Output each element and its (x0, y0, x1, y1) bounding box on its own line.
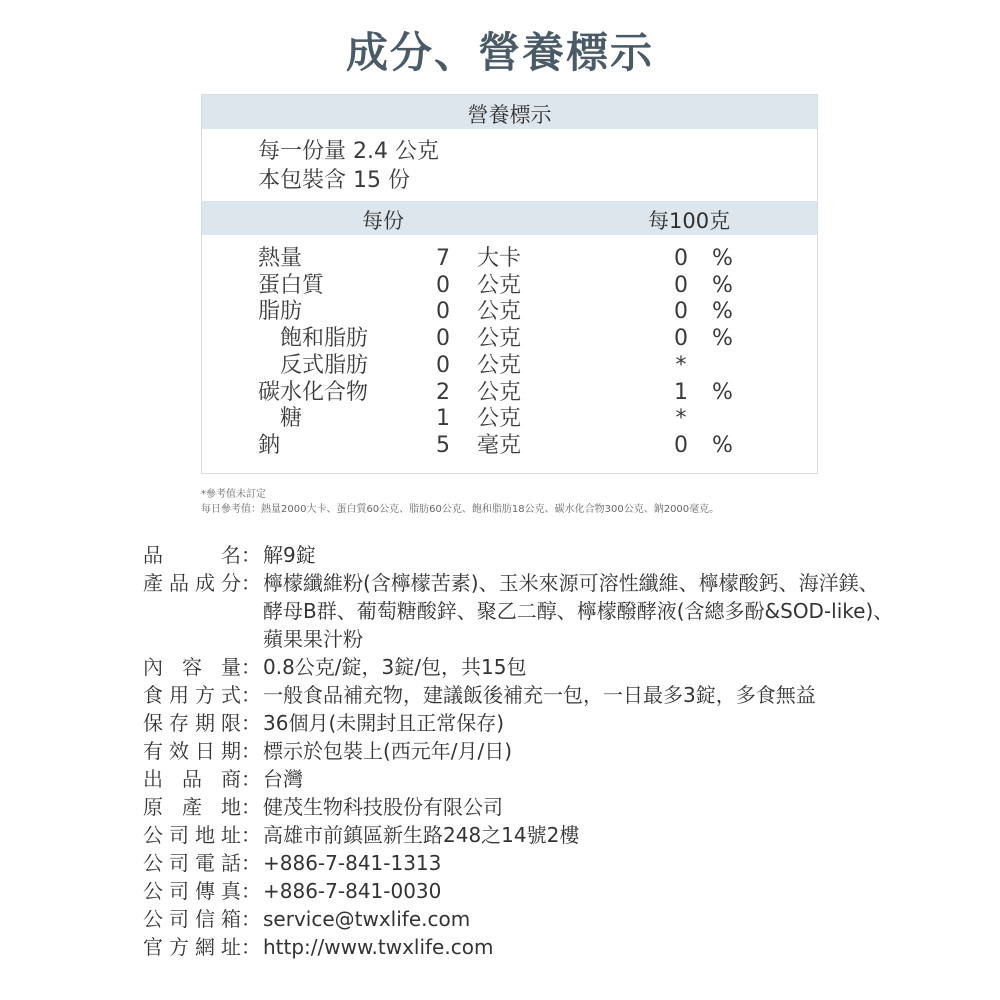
nutrition-row (202, 298, 817, 325)
col-per-serving: 每份 (362, 209, 404, 233)
nutrient-percent: 0 (674, 272, 688, 298)
nutrition-row (202, 245, 817, 272)
info-row (143, 681, 903, 709)
info-label: 公司電話 (143, 851, 241, 875)
nutrient-amount: 0 (436, 299, 450, 325)
info-label: 有效日期 (143, 739, 241, 763)
info-label: 公司地址 (143, 823, 241, 847)
nutrition-row (202, 272, 817, 299)
info-colon: ： (241, 935, 261, 959)
info-value (263, 681, 903, 709)
info-colon: ： (241, 879, 261, 903)
info-label: 公司傳真 (143, 879, 241, 903)
info-colon: ： (241, 571, 261, 595)
serving-info (258, 137, 439, 195)
servings-per-pack: 本包裝含 15 份 (258, 168, 410, 193)
nutrient-percent: 0 (674, 326, 688, 352)
info-row (143, 765, 903, 793)
nutrient-name: 飽和脂肪 (280, 326, 369, 352)
info-row (143, 653, 903, 681)
nutrient-name: 糖 (280, 406, 303, 432)
nutrient-percent: * (675, 352, 687, 378)
info-row (143, 933, 903, 961)
nutrient-name: 脂肪 (258, 299, 303, 325)
nutrient-percent-sign: % (712, 299, 733, 325)
nutrient-percent: 0 (674, 299, 688, 325)
info-colon: ： (241, 683, 261, 707)
info-value-line: +886-7-841-1313 (263, 851, 442, 875)
info-colon: ： (241, 767, 261, 791)
nutrient-percent: 1 (674, 379, 688, 405)
info-colon: ： (241, 823, 261, 847)
info-row (143, 709, 903, 737)
info-value-line: 健茂生物科技股份有限公司 (263, 795, 503, 819)
info-value-line: 蘋果果汁粉 (263, 627, 363, 651)
info-label: 食用方式 (143, 683, 241, 707)
nutrient-unit: 毫克 (477, 432, 522, 458)
nutrient-amount: 7 (436, 246, 450, 271)
nutrition-row (202, 325, 817, 352)
info-colon: ： (241, 711, 261, 735)
nutrient-unit: 公克 (477, 352, 522, 378)
nutrition-row (202, 352, 817, 379)
nutrition-header: 營養標示 (467, 103, 552, 127)
note-daily-reference: 每日參考值：熱量2000大卡、蛋白質60公克、脂肪60公克、飽和脂肪18公克、碳水化合物300公克、鈉2000毫克。 (201, 504, 720, 515)
note-undefined: *參考值未訂定 (201, 489, 266, 500)
info-value (263, 709, 903, 737)
nutrient-percent: 0 (674, 246, 688, 271)
serving-size: 每一份量 2.4 公克 (258, 139, 439, 164)
info-row (143, 849, 903, 877)
info-value-line: 標示於包裝上(西元年/月/日) (263, 739, 513, 763)
nutrition-row (202, 379, 817, 406)
info-value (263, 541, 903, 569)
info-colon: ： (241, 851, 261, 875)
nutrient-unit: 公克 (477, 299, 522, 325)
col-per-100g: 每100克 (648, 209, 731, 233)
info-row (143, 821, 903, 849)
info-value-line: 解9錠 (263, 543, 316, 567)
nutrient-name: 反式脂肪 (280, 352, 369, 378)
info-label: 保存期限 (143, 711, 241, 735)
nutrient-amount: 0 (436, 352, 450, 378)
info-value-line: http://www.twxlife.com (263, 935, 494, 959)
nutrient-amount: 1 (436, 406, 450, 432)
info-label: 出品商 (143, 767, 241, 791)
nutrient-percent-sign: % (712, 246, 733, 271)
info-value (263, 933, 903, 961)
nutrient-unit: 公克 (477, 326, 522, 352)
info-value-line: 0.8公克/錠，3錠/包，共15包 (263, 655, 527, 679)
nutrient-unit: 大卡 (477, 246, 522, 271)
info-value-line: service@twxlife.com (263, 907, 471, 931)
info-colon: ： (241, 739, 261, 763)
info-value (263, 877, 903, 905)
nutrient-percent-sign: % (712, 326, 733, 352)
page-title: 成分、營養標示 (345, 28, 654, 77)
info-row (143, 541, 903, 569)
nutrient-amount: 2 (436, 379, 450, 405)
info-label: 產品成分 (143, 571, 241, 595)
info-label: 原產地 (143, 795, 241, 819)
nutrient-percent-sign: % (712, 379, 733, 405)
nutrition-header-bar (202, 95, 817, 129)
nutrition-table (201, 94, 818, 474)
info-colon: ： (241, 655, 261, 679)
info-row (143, 569, 903, 653)
info-colon: ： (241, 907, 261, 931)
info-value (263, 765, 903, 793)
info-value-line: 一般食品補充物，建議飯後補充一包，一日最多3錠，多食無益 (263, 683, 816, 707)
info-value (263, 905, 903, 933)
info-value-line: 高雄市前鎮區新生路248之14號2樓 (263, 823, 580, 847)
nutrient-percent-sign: % (712, 432, 733, 458)
nutrient-amount: 0 (436, 272, 450, 298)
info-value (263, 821, 903, 849)
nutrient-name: 熱量 (258, 246, 303, 271)
nutrient-name: 鈉 (258, 432, 281, 458)
nutrient-name: 蛋白質 (258, 272, 325, 298)
product-info-list (143, 541, 903, 961)
info-row (143, 793, 903, 821)
info-value (263, 849, 903, 877)
info-value (263, 793, 903, 821)
nutrient-unit: 公克 (477, 406, 522, 432)
info-label: 官方網址 (143, 935, 241, 959)
info-value-line: 檸檬纖維粉(含檸檬苦素)、玉米來源可溶性纖維、檸檬酸鈣、海洋鎂、 (263, 571, 879, 595)
info-label: 公司信箱 (143, 907, 241, 931)
info-colon: ： (241, 795, 261, 819)
info-label: 內容量 (143, 655, 241, 679)
info-row (143, 877, 903, 905)
info-value-line: 36個月(未開封且正常保存) (263, 711, 505, 735)
nutrient-amount: 5 (436, 432, 450, 458)
info-value (263, 737, 903, 765)
info-value (263, 653, 903, 681)
nutrient-percent-sign: % (712, 272, 733, 298)
nutrient-unit: 公克 (477, 272, 522, 298)
nutrient-percent: 0 (674, 432, 688, 458)
nutrition-notes (201, 487, 719, 517)
info-label: 品名 (143, 543, 241, 567)
nutrient-percent: * (675, 406, 687, 432)
info-value (263, 569, 903, 653)
column-header-bar (202, 201, 817, 235)
info-value-line: 酵母B群、葡萄糖酸鋅、聚乙二醇、檸檬醱酵液(含總多酚&SOD-like)、 (263, 599, 894, 623)
nutrient-unit: 公克 (477, 379, 522, 405)
info-value-line: +886-7-841-0030 (263, 879, 442, 903)
nutrition-row (202, 432, 817, 459)
nutrition-row (202, 405, 817, 432)
nutrient-amount: 0 (436, 326, 450, 352)
info-value-line: 台灣 (263, 767, 303, 791)
info-colon: ： (241, 543, 261, 567)
nutrient-name: 碳水化合物 (258, 379, 369, 405)
info-row (143, 737, 903, 765)
info-row (143, 905, 903, 933)
